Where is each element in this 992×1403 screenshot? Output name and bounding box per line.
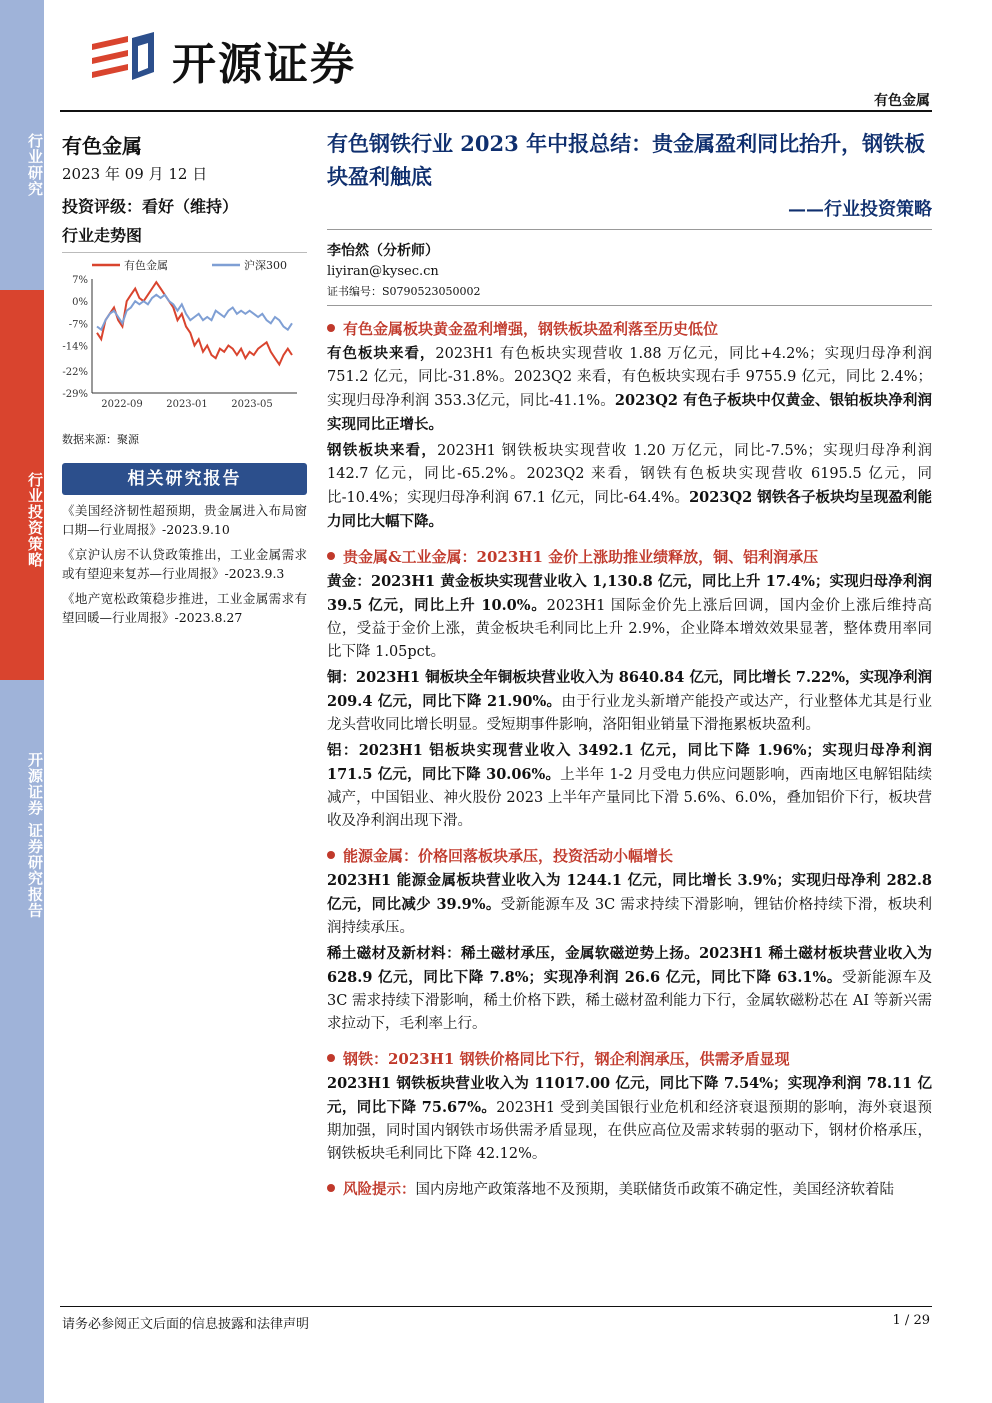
- y-tick-label: -22%: [62, 366, 88, 378]
- footer-disclaimer: 请务必参阅正文后面的信息披露和法律声明: [62, 1317, 310, 1332]
- analyst-rule: [327, 305, 932, 306]
- trend-chart-title: 行业走势图: [62, 226, 143, 245]
- section-heading: 有色金属板块黄金盈利增强，钢铁板块盈利落至历史低位: [327, 318, 932, 340]
- section-heading: 钢铁：2023H1 钢铁价格同比下行，钢企利润承压，供需矛盾显现: [327, 1048, 932, 1070]
- analyst-email[interactable]: liyiran@kysec.cn: [327, 264, 439, 279]
- section-paragraph: 2023H1 能源金属板块营业收入为 1244.1 亿元，同比增长 3.9%；实现归母净利 282.8 亿元，同比减少 39.9%。受新能源车及 3C 需求持续下滑影响，锂钴价格持续下滑，板块利润持续承压。: [327, 872, 932, 936]
- analyst-cert: 证书编号：S0790523050002: [327, 285, 481, 298]
- risk-warning: 风险提示：国内房地产政策落地不及预期，美联储货币政策不确定性，美国经济软着陆: [327, 1178, 932, 1202]
- sidebar-label-investment-strategy: 行业投资策略: [0, 290, 44, 680]
- section-heading: 贵金属&工业金属：2023H1 金价上涨助推业绩释放，铜、铝利润承压: [327, 546, 932, 568]
- page-number: 1 / 29: [892, 1313, 930, 1328]
- related-reports-heading: 相关研究报告: [62, 463, 307, 495]
- company-logo: [88, 30, 356, 90]
- analyst-name: 李怡然（分析师）: [327, 243, 439, 259]
- section-paragraph: 铝：2023H1 铝板块实现营业收入 3492.1 亿元，同比下降 1.96%；实现归母净利润 171.5 亿元，同比下降 30.06%。上半年 1-2 月受电力供应问题影响，西南地区电解铝陆续减产，中国铝业、神火股份 2023 上半年产量同比下滑 5.6%、6.0%，叠加铝价下行，板块营收及净利润出现下滑。: [327, 742, 932, 829]
- bullet-icon: [327, 324, 335, 332]
- x-tick-label: 2023-01: [166, 399, 208, 410]
- report-date: 2023 年 09 月 12 日: [62, 165, 208, 183]
- related-report-link[interactable]: 《京沪认房不认贷政策推出，工业金属需求或有望迎来复苏—行业周报》-2023.9.3: [62, 547, 307, 581]
- section-paragraph: 稀土磁材及新材料：稀土磁材承压，金属软磁逆势上扬。2023H1 稀土磁材板块营业收入为 628.9 亿元，同比下降 7.8%；实现净利润 26.6 亿元，同比下降 63.1%。受新能源车及 3C 需求持续下滑影响，稀土价格下跌，稀土磁材盈利能力下行，金属软磁粉芯在 AI 等新兴需求拉动下，毛利率上行。: [327, 945, 933, 1032]
- logo-mark-icon: [88, 32, 158, 88]
- legend-label: 沪深300: [244, 259, 287, 272]
- sidebar-label-industry-research: 行业研究: [26, 133, 44, 197]
- left-column: [62, 125, 307, 627]
- report-title: 有色钢铁行业 2023 年中报总结：贵金属盈利同比抬升，钢铁板块盈利触底: [327, 131, 926, 189]
- chart-source: 数据来源：聚源: [62, 433, 139, 446]
- section-heading: 能源金属：价格回落板块承压，投资活动小幅增长: [327, 845, 932, 867]
- y-tick-label: -14%: [62, 341, 88, 353]
- related-report-link[interactable]: 《美国经济韧性超预期，贵金属进入布局窗口期—行业周报》-2023.9.10: [62, 503, 307, 537]
- logo-text: 开源证券: [172, 39, 356, 90]
- bullet-icon: [327, 1184, 335, 1192]
- trend-chart: [62, 252, 307, 425]
- footer-rule: [60, 1306, 932, 1307]
- series-line: [97, 282, 292, 364]
- trend-chart-svg: [62, 253, 307, 425]
- title-rule: [327, 229, 932, 230]
- y-tick-label: -29%: [62, 389, 88, 400]
- legend-label: 有色金属: [124, 259, 168, 272]
- series-line: [97, 295, 292, 330]
- section-paragraph: 黄金：2023H1 黄金板块实现营业收入 1,130.8 亿元，同比上升 17.4%；实现归母净利润 39.5 亿元，同比上升 10.0%。2023H1 国际金价先上涨后回调，国内金价上涨后维持高位，受益于金价上涨，黄金板块毛利同比上升 2.9%，企业降本增效效果显著，整体费用率同比下降 1.05pct。: [327, 573, 932, 660]
- section-paragraph: 铜：2023H1 铜板块全年铜板块营业收入为 8640.84 亿元，同比增长 7.22%，实现净利润 209.4 亿元，同比下降 21.90%。由于行业龙头新增产能投产或达产，行业整体尤其是行业龙头营收同比增长明显。受短期事件影响，洛阳钼业销量下滑拖累板块盈利。: [327, 669, 933, 733]
- left-sidebar: [0, 0, 44, 1403]
- x-tick-label: 2022-09: [101, 399, 143, 410]
- section-paragraph: 钢铁板块来看，2023H1 钢铁板块实现营收 1.20 万亿元，同比-7.5%；实现归母净利润 142.7 亿元，同比-65.2%。2023Q2 来看，钢铁有色板块实现营收 6195.5 亿元，同比-10.4%；实现归母净利润 67.1 亿元，同比-64.4%。2023Q2 钢铁各子板块均呈现盈利能力同比大幅下降。: [327, 442, 933, 530]
- section-paragraph: 2023H1 钢铁板块营业收入为 11017.00 亿元，同比下降 7.54%；实现净利润 78.11 亿元，同比下降 75.67%。2023H1 受到美国银行业危机和经济衰退预期的影响，海外衰退预期加强，同时国内钢铁市场供需矛盾显现，在供应高位及需求转弱的驱动下，钢材价格承压，钢铁板块毛利同比下降 42.12%。: [327, 1075, 932, 1162]
- bullet-icon: [327, 552, 335, 560]
- x-tick-label: 2023-05: [231, 399, 273, 410]
- investment-rating: 投资评级：看好（维持）: [62, 197, 239, 216]
- y-tick-label: 7%: [72, 275, 88, 286]
- main-column: [327, 125, 932, 1202]
- report-subtitle: ——行业投资策略: [788, 199, 932, 220]
- bullet-icon: [327, 851, 335, 859]
- bullet-icon: [327, 1054, 335, 1062]
- y-tick-label: -7%: [68, 319, 88, 331]
- section-paragraph: 有色板块来看，2023H1 有色板块实现营收 1.88 万亿元，同比+4.2%；实现归母净利润 751.2 亿元，同比-31.8%。2023Q2 来看，有色板块实现右手 9755.9 亿元，同比 2.4%；实现归母净利润 353.3亿元，同比-41.1%。2023Q2 有色子板块中仅黄金、银铂板块净利润实现同比正增长。: [327, 345, 933, 433]
- y-tick-label: 0%: [72, 297, 88, 309]
- header-sector-tag: 有色金属: [874, 93, 930, 109]
- sidebar-label-broker-report: 开源证券 证券研究报告: [26, 751, 44, 919]
- header-rule: [60, 110, 932, 112]
- sector-name: 有色金属: [62, 134, 142, 158]
- related-report-link[interactable]: 《地产宽松政策稳步推进，工业金属需求有望回暖—行业周报》-2023.8.27: [62, 591, 307, 625]
